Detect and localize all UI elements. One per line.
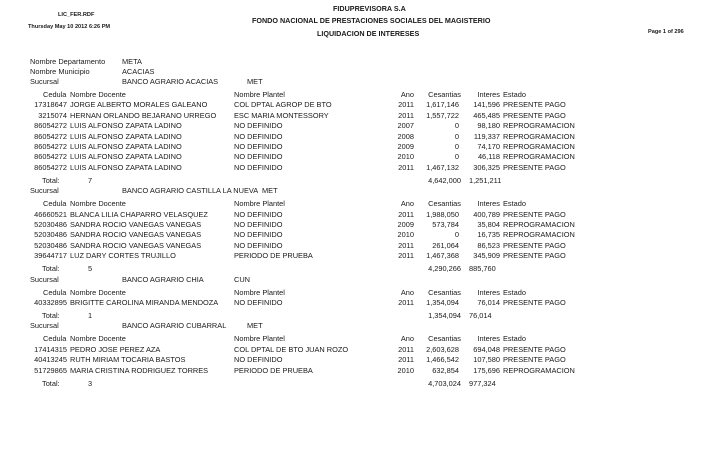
col-estado-header: Estado <box>503 199 527 209</box>
table-row <box>0 162 728 173</box>
estado-cell: REPROGRAMACION <box>503 131 575 141</box>
estado-cell: PRESENTE PAGO <box>503 209 566 219</box>
docente-cell: PEDRO JOSE PEREZ AZA <box>70 344 161 354</box>
col-cesantias-header: Cesantias <box>428 90 461 99</box>
estado-cell: REPROGRAMACION <box>503 230 575 240</box>
plantel-cell: NO DEFINIDO <box>234 240 283 250</box>
estado-cell: REPROGRAMACION <box>503 142 575 151</box>
estado-cell: REPROGRAMACION <box>503 365 575 375</box>
sucursal-row <box>0 185 728 196</box>
sucursal-name: BANCO AGRARIO CASTILLA LA NUEVA <box>122 186 259 196</box>
total-interes: 76,014 <box>469 311 492 320</box>
total-row <box>0 175 728 186</box>
sucursal-name: BANCO AGRARIO ACACIAS <box>122 77 219 86</box>
table-row <box>0 229 728 240</box>
cedula-cell: 86054272 <box>34 152 67 162</box>
plantel-cell: NO DEFINIDO <box>234 121 283 131</box>
cesantias-cell: 1,466,542 <box>426 355 459 365</box>
docente-cell: LUZ DARY CORTES TRUJILLO <box>70 251 176 261</box>
plantel-cell: COL DPTAL DE BTO JUAN ROZO <box>234 344 349 354</box>
cedula-cell: 40332895 <box>34 298 67 307</box>
estado-cell: PRESENTE PAGO <box>503 240 566 250</box>
col-interes-header: Interes <box>477 199 500 209</box>
col-interes-header: Interes <box>477 90 500 99</box>
total-count: 3 <box>88 378 93 388</box>
docente-cell: LUIS ALFONSO ZAPATA LADINO <box>70 121 182 131</box>
table-row <box>0 219 728 230</box>
cedula-cell: 3215074 <box>38 110 67 120</box>
sucursal-code: MET <box>247 321 263 331</box>
col-docente-header: Nombre Docente <box>70 287 126 297</box>
estado-cell: REPROGRAMACION <box>503 220 575 229</box>
column-header-row <box>0 333 728 344</box>
sucursal-label: Sucursal <box>30 77 59 86</box>
total-interes: 1,251,211 <box>469 175 502 185</box>
cesantias-cell: 0 <box>454 131 459 141</box>
estado-cell: PRESENTE PAGO <box>503 344 566 354</box>
table-row <box>0 209 728 220</box>
cedula-cell: 52030486 <box>34 240 67 250</box>
total-count: 1 <box>88 311 93 320</box>
estado-cell: PRESENTE PAGO <box>503 251 566 261</box>
municipality-label: Nombre Municipio <box>30 67 90 76</box>
docente-cell: SANDRA ROCIO VANEGAS VANEGAS <box>70 240 202 250</box>
docente-cell: LUIS ALFONSO ZAPATA LADINO <box>70 131 182 141</box>
ano-cell: 2008 <box>397 131 414 141</box>
col-interes-header: Interes <box>477 334 500 344</box>
cedula-cell: 86054272 <box>34 131 67 141</box>
sucursal-label: Sucursal <box>30 321 59 331</box>
report-file-name: LIC_FER.RDF <box>58 12 95 18</box>
table-row <box>0 354 728 365</box>
docente-cell: SANDRA ROCIO VANEGAS VANEGAS <box>70 230 202 240</box>
ano-cell: 2010 <box>397 152 414 162</box>
ano-cell: 2011 <box>398 344 414 354</box>
docente-cell: SANDRA ROCIO VANEGAS VANEGAS <box>70 220 202 229</box>
estado-cell: REPROGRAMACION <box>503 121 575 131</box>
interes-cell: 98,180 <box>477 121 500 131</box>
cesantias-cell: 2,603,628 <box>426 344 459 354</box>
cesantias-cell: 0 <box>454 121 459 131</box>
sucursal-row <box>0 76 728 87</box>
interes-cell: 107,580 <box>473 355 500 365</box>
ano-cell: 2009 <box>397 142 414 151</box>
col-cedula-header: Cedula <box>43 199 67 209</box>
col-plantel-header: Nombre Plantel <box>234 90 285 99</box>
docente-cell: RUTH MIRIAM TOCARIA BASTOS <box>70 355 186 365</box>
col-plantel-header: Nombre Plantel <box>234 199 285 209</box>
interes-cell: 76,014 <box>477 298 500 307</box>
sucursal-name: BANCO AGRARIO CUBARRAL <box>122 321 227 331</box>
table-row <box>0 99 728 110</box>
cesantias-cell: 1,467,132 <box>426 162 459 172</box>
col-ano-header: Ano <box>400 199 414 209</box>
total-count: 7 <box>88 175 93 185</box>
interes-cell: 306,325 <box>473 162 500 172</box>
col-ano-header: Ano <box>400 287 414 297</box>
sucursal-label: Sucursal <box>30 186 59 196</box>
plantel-cell: NO DEFINIDO <box>234 209 283 219</box>
table-row <box>0 240 728 251</box>
table-row <box>0 344 728 355</box>
plantel-cell: NO DEFINIDO <box>234 162 283 172</box>
col-cesantias-header: Cesantias <box>428 199 461 209</box>
cesantias-cell: 1,617,146 <box>426 100 459 110</box>
cedula-cell: 51729865 <box>34 365 67 375</box>
cesantias-cell: 573,784 <box>432 220 459 229</box>
total-cesantias: 4,642,000 <box>428 175 461 185</box>
cesantias-cell: 1,467,368 <box>426 251 459 261</box>
col-cesantias-header: Cesantias <box>428 287 461 297</box>
cesantias-cell: 632,854 <box>432 365 459 375</box>
interes-cell: 694,048 <box>473 344 500 354</box>
total-cesantias: 1,354,094 <box>428 311 461 320</box>
cesantias-cell: 1,354,094 <box>426 298 459 307</box>
docente-cell: MARIA CRISTINA RODRIGUEZ TORRES <box>70 365 209 375</box>
col-ano-header: Ano <box>400 90 414 99</box>
col-docente-header: Nombre Docente <box>70 199 126 209</box>
cedula-cell: 46660521 <box>34 209 67 219</box>
docente-cell: HERNAN ORLANDO BEJARANO URREGO <box>70 110 217 120</box>
ano-cell: 2011 <box>398 209 414 219</box>
column-header-row <box>0 287 728 298</box>
table-row <box>0 151 728 162</box>
cesantias-cell: 0 <box>454 152 459 162</box>
total-row <box>0 378 728 389</box>
report-company: FIDUPREVISORA S.A <box>333 4 406 13</box>
ano-cell: 2009 <box>397 220 414 229</box>
plantel-cell: ESC MARIA MONTESSORY <box>234 110 329 120</box>
column-header-row <box>0 198 728 209</box>
total-cesantias: 4,703,024 <box>428 378 461 388</box>
plantel-cell: NO DEFINIDO <box>234 142 283 151</box>
estado-cell: PRESENTE PAGO <box>503 355 566 365</box>
estado-cell: REPROGRAMACION <box>503 152 575 162</box>
estado-cell: PRESENTE PAGO <box>503 162 566 172</box>
ano-cell: 2011 <box>398 110 414 120</box>
total-row <box>0 263 728 274</box>
total-label: Total: <box>42 311 60 320</box>
table-row <box>0 131 728 142</box>
page-indicator: Page 1 of 296 <box>648 29 684 35</box>
interes-cell: 35,804 <box>477 220 500 229</box>
cedula-cell: 52030486 <box>34 220 67 229</box>
estado-cell: PRESENTE PAGO <box>503 110 566 120</box>
interes-cell: 86,523 <box>477 240 500 250</box>
interes-cell: 400,789 <box>473 209 500 219</box>
sucursal-label: Sucursal <box>30 274 59 284</box>
interes-cell: 74,170 <box>477 142 500 151</box>
plantel-cell: NO DEFINIDO <box>234 230 283 240</box>
ano-cell: 2011 <box>398 355 414 365</box>
total-row <box>0 310 728 321</box>
cedula-cell: 86054272 <box>34 121 67 131</box>
total-label: Total: <box>42 264 60 274</box>
table-row <box>0 110 728 121</box>
ano-cell: 2011 <box>398 298 414 307</box>
col-cesantias-header: Cesantias <box>428 334 461 344</box>
table-row <box>0 297 728 308</box>
interes-cell: 465,485 <box>473 110 500 120</box>
report-printed-at: Thursday May 10 2012 6:26 PM <box>28 24 111 30</box>
ano-cell: 2011 <box>398 251 414 261</box>
total-interes: 885,760 <box>469 264 496 274</box>
plantel-cell: NO DEFINIDO <box>234 152 283 162</box>
cesantias-cell: 0 <box>454 142 459 151</box>
cesantias-cell: 0 <box>454 230 459 240</box>
cesantias-cell: 1,988,050 <box>426 209 459 219</box>
department-label: Nombre Departamento <box>30 57 106 66</box>
total-count: 5 <box>88 264 93 274</box>
col-ano-header: Ano <box>400 334 414 344</box>
col-interes-header: Interes <box>477 287 500 297</box>
plantel-cell: PERIODO DE PRUEBA <box>234 251 313 261</box>
col-docente-header: Nombre Docente <box>70 334 126 344</box>
docente-cell: JORGE ALBERTO MORALES GALEANO <box>70 100 208 110</box>
total-cesantias: 4,290,266 <box>428 264 461 274</box>
sucursal-code: CUN <box>234 274 251 284</box>
estado-cell: PRESENTE PAGO <box>503 298 566 307</box>
cedula-cell: 40413245 <box>34 355 67 365</box>
docente-cell: BRIGITTE CAROLINA MIRANDA MENDOZA <box>70 298 219 307</box>
municipality-value: ACACIAS <box>122 67 155 76</box>
report-fund: FONDO NACIONAL DE PRESTACIONES SOCIALES DEL MAGISTERIO <box>252 16 491 25</box>
total-label: Total: <box>42 175 60 185</box>
ano-cell: 2010 <box>397 230 414 240</box>
plantel-cell: NO DEFINIDO <box>234 298 283 307</box>
ano-cell: 2010 <box>397 365 414 375</box>
sucursal-code: MET <box>262 186 278 196</box>
interes-cell: 119,337 <box>473 131 500 141</box>
table-row <box>0 141 728 152</box>
col-estado-header: Estado <box>503 90 527 99</box>
interes-cell: 345,909 <box>473 251 500 261</box>
col-cedula-header: Cedula <box>43 90 67 99</box>
table-row <box>0 365 728 376</box>
plantel-cell: PERIODO DE PRUEBA <box>234 365 313 375</box>
table-row <box>0 120 728 131</box>
report-title: LIQUIDACION DE INTERESES <box>317 29 420 38</box>
col-cedula-header: Cedula <box>43 334 67 344</box>
docente-cell: LUIS ALFONSO ZAPATA LADINO <box>70 142 182 151</box>
docente-cell: LUIS ALFONSO ZAPATA LADINO <box>70 152 182 162</box>
sucursal-row <box>0 320 728 331</box>
ano-cell: 2011 <box>398 162 414 172</box>
cesantias-cell: 1,557,722 <box>426 110 459 120</box>
interes-cell: 16,735 <box>477 230 500 240</box>
docente-cell: LUIS ALFONSO ZAPATA LADINO <box>70 162 182 172</box>
ano-cell: 2011 <box>398 240 414 250</box>
ano-cell: 2007 <box>397 121 414 131</box>
total-label: Total: <box>42 378 60 388</box>
plantel-cell: NO DEFINIDO <box>234 220 283 229</box>
cedula-cell: 52030486 <box>34 230 67 240</box>
sucursal-name: BANCO AGRARIO CHIA <box>122 274 204 284</box>
docente-cell: BLANCA LILIA CHAPARRO VELASQUEZ <box>70 209 208 219</box>
interes-cell: 141,596 <box>473 100 500 110</box>
cedula-cell: 86054272 <box>34 142 67 151</box>
plantel-cell: NO DEFINIDO <box>234 131 283 141</box>
interes-cell: 175,696 <box>473 365 500 375</box>
sucursal-row <box>0 274 728 285</box>
estado-cell: PRESENTE PAGO <box>503 100 566 110</box>
total-interes: 977,324 <box>469 378 496 388</box>
table-row <box>0 250 728 261</box>
interes-cell: 46,118 <box>477 152 500 162</box>
plantel-cell: NO DEFINIDO <box>234 355 283 365</box>
col-plantel-header: Nombre Plantel <box>234 334 285 344</box>
cedula-cell: 39644717 <box>34 251 67 261</box>
col-plantel-header: Nombre Plantel <box>234 287 285 297</box>
department-value: META <box>122 57 142 66</box>
col-estado-header: Estado <box>503 334 527 344</box>
cedula-cell: 86054272 <box>34 162 67 172</box>
cesantias-cell: 261,064 <box>432 240 459 250</box>
plantel-cell: COL DPTAL AGROP DE BTO <box>234 100 332 110</box>
ano-cell: 2011 <box>398 100 414 110</box>
col-docente-header: Nombre Docente <box>70 90 126 99</box>
col-estado-header: Estado <box>503 287 527 297</box>
cedula-cell: 17414315 <box>34 344 67 354</box>
column-header-row <box>0 89 728 100</box>
cedula-cell: 17318647 <box>34 100 67 110</box>
sucursal-code: MET <box>247 77 263 86</box>
col-cedula-header: Cedula <box>43 287 67 297</box>
